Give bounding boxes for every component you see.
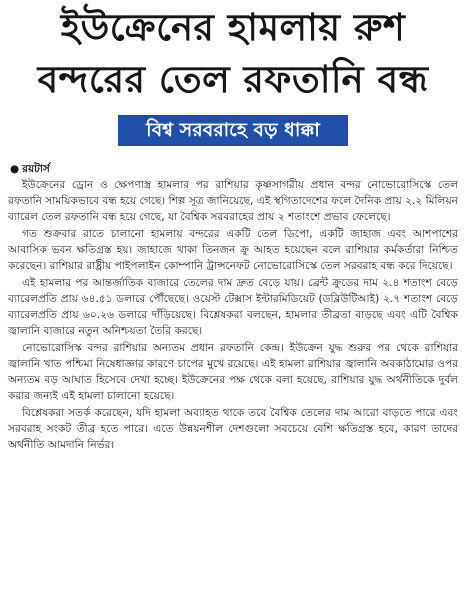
- byline-source: রয়টার্স: [22, 163, 50, 175]
- bullet-icon: ●: [10, 163, 20, 175]
- kicker-banner: বিশ্ব সরবরাহে বড় ধাক্কা: [118, 115, 348, 146]
- headline-line-2: বন্দরের তেল রফতানি বন্ধ: [37, 58, 429, 101]
- byline: [10, 162, 50, 176]
- article-body: [8, 177, 458, 454]
- article-paragraph: এই হামলার পর আন্তর্জাতিক বাজারে তেলের দাম দ্রুত বেড়ে যায়। ব্রেন্ট ক্রুডের দাম ২.৪ শতাংশ বেড়ে ব্যারেলপ্রতি প্রায় ৬৪.৫১ ডলারে পৌঁছেছে। ওয়েস্ট টেক্সাস ইন্টারমিডিয়েট (ডব্লিউটিআই) ২.৭ শতাংশ বেড়ে ব্যারেলপ্রতি প্রায় ৬০.২৬ ডলারে দাঁড়িয়েছে। বিশ্লেষকরা বলছেন, হামলার তীব্রতা বাড়ছে এবং এটি বৈশ্বিক জ্বালানি বাজারে নতুন অনিশ্চয়তা তৈরি করছে।: [8, 277, 458, 337]
- article-paragraph: ইউক্রেনের ড্রোন ও ক্ষেপণাস্ত্র হামলার পর রাশিয়ার কৃষ্ণসাগরীয় প্রধান বন্দর নোভোরোসিস্কে তেল রফতানি সাময়িকভাবে বন্ধ হয়ে গেছে। শিল্প সূত্র জানিয়েছে, এই স্থগিতাদেশের ফলে দৈনিক প্রায় ২.২ মিলিয়ন ব্যারেল তেল রফতানি বন্ধ হয়ে গেছে, যা বৈশ্বিক সরবরাহের প্রায় ২ শতাংশে প্রভাব ফেলেছে।: [8, 179, 459, 223]
- article-paragraph: গত শুক্রবার রাতে চালানো হামলায় বন্দরের একটি তেল ডিপো, একটি জাহাজ এবং আশপাশের আবাসিক ভবন ক্ষতিগ্রস্ত হয়। জাহাজে থাকা তিনজন ক্রু আহত হয়েছেন বলে রাশিয়ার কর্মকর্তারা নিশ্চিত করেছেন। রাশিয়ার রাষ্ট্রীয় পাইপলাইন কোম্পানি ট্রান্সনেফট নোভোরোসিস্কে তেল সরবরাহ বন্ধ করে দিয়েছে।: [8, 228, 458, 272]
- article-paragraph: নোভোরোসিস্ক বন্দর রাশিয়ার অন্যতম প্রধান রফতানি কেন্দ্র। ইউক্রেন যুদ্ধ শুরুর পর থেকে রাশিয়ার জ্বালানি খাত পশ্চিমা নিষেধাজ্ঞার কারণে চাপের মুখে রয়েছে। এই হামলা রাশিয়ার জ্বালানি অবকাঠামোর ওপর অন্যতম বড় আঘাত হিসেবে দেখা হচ্ছে। ইউক্রেনের পক্ষ থেকে বলা হয়েছে, রাশিয়ার যুদ্ধ অর্থনীতিকে দুর্বল করার জন্যই এই হামলা চালানো হয়েছে।: [8, 342, 458, 402]
- headline-line-1: ইউক্রেনের হামলায় রুশ: [60, 6, 406, 49]
- article-paragraph: বিশ্লেষকরা সতর্ক করেছেন, যদি হামলা অব্যাহত থাকে তবে বৈশ্বিক তেলের দাম আরো বাড়তে পারে এবং সরবরাহ সংকট তীব্র হতে পারে। এতে উন্নয়নশীল দেশগুলো সবচেয়ে বেশি ক্ষতিগ্রস্ত হবে, কারণ তাদের অর্থনীতি আমদানি নির্ভর।: [8, 407, 458, 451]
